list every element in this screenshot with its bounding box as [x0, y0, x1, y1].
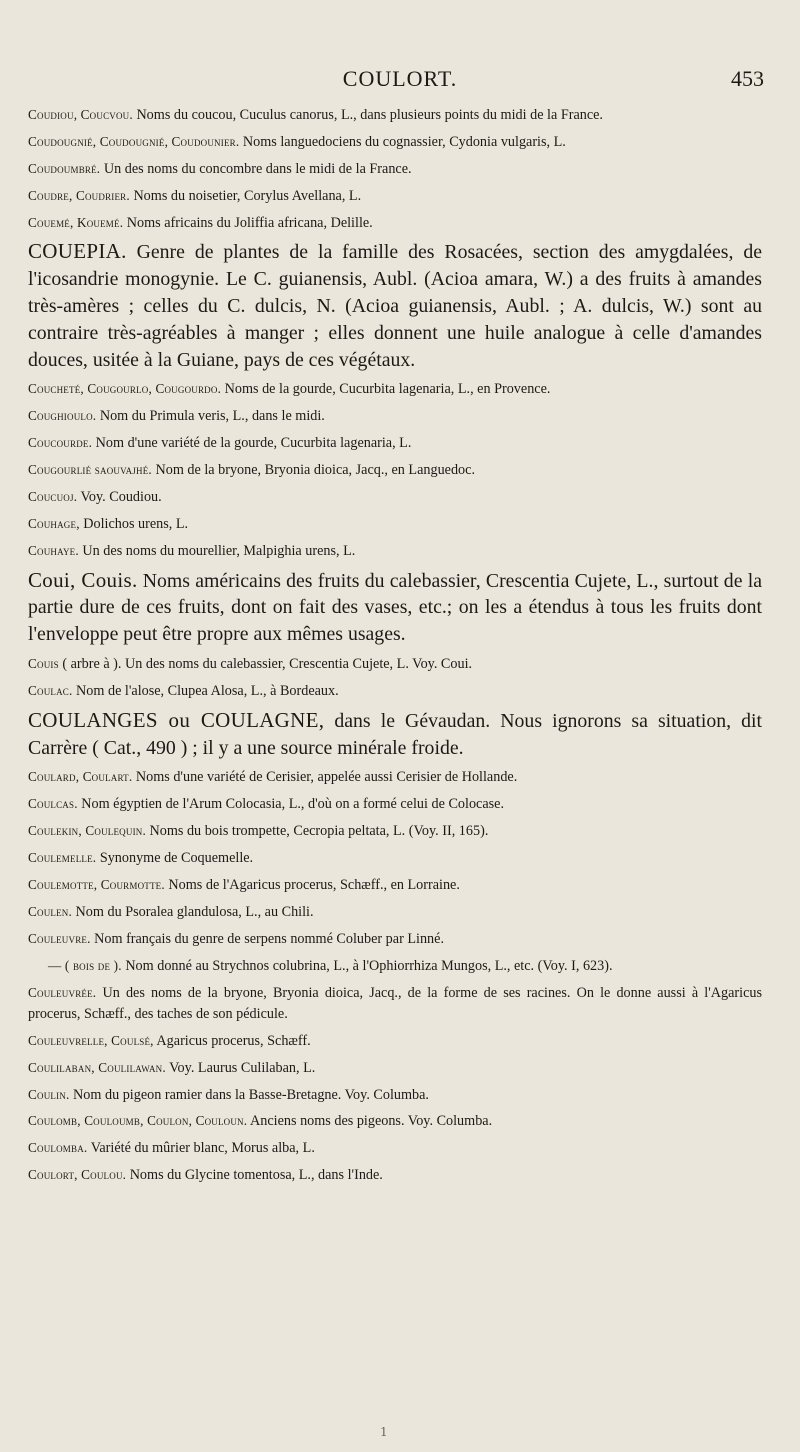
entry-headword: Coucourde.: [28, 435, 93, 451]
entry-headword: — ( bois de ).: [48, 957, 122, 973]
dictionary-entry: [28, 1137, 762, 1159]
entry-headword: Coulort, Coulou.: [28, 1167, 127, 1183]
entry-definition: Nom donné au Strychnos colubrina, L., à l'Ophiorrhiza Mungos, L., etc. (Voy. I, 623).: [121, 957, 613, 974]
entry-headword: Couleuvrelle, Coulsé,: [28, 1032, 154, 1048]
dictionary-entry: [28, 540, 762, 562]
dictionary-entry: [28, 158, 762, 180]
entry-definition: Noms du coucou, Cuculus canorus, L., dans plusieurs points du midi de la France.: [132, 107, 603, 123]
entry-headword: Coulekin, Coulequin.: [28, 823, 146, 839]
dictionary-entry: [28, 874, 762, 896]
entry-definition: ( arbre à ). Un des noms du calebassier, Crescentia Cujete, L. Voy. Coui.: [58, 656, 473, 673]
entry-definition: Nom égyptien de l'Arum Colocasia, L., d'où on a formé celui de Colocase.: [77, 796, 504, 813]
entry-definition: Nom du Psoralea glandulosa, L., au Chili.: [72, 903, 314, 920]
entry-headword: Coudre, Coudrier.: [28, 187, 130, 203]
entry-headword: COULANGES ou COULAGNE,: [28, 707, 325, 732]
dictionary-entry: [28, 1057, 762, 1079]
entry-headword: Coulomba.: [28, 1140, 88, 1156]
entry-headword: Coulilaban, Coulilawan.: [28, 1059, 166, 1075]
entry-definition: Genre de plantes de la famille des Rosacées, section des amygdalées, de l'icosandrie monogynie. Le C. guianensis, Aubl. (Acioa amara, W.) a des fruits à amandes très-amères ; celles du C. dulcis, N. (Acioa guianensis, Aubl. ; A. dulcis, W.) sont au contraire très-agréables à manger ; elles donnent une huile analogue à celle d'amandes douces, usitée à la Guiane, pays de ces végétaux.: [28, 241, 762, 371]
entry-definition: Anciens noms des pigeons. Voy. Columba.: [247, 1113, 493, 1130]
entry-definition: Noms du bois trompette, Cecropia peltata, L. (Voy. II, 165).: [145, 823, 489, 840]
dictionary-entry: [28, 405, 762, 427]
dictionary-entry: [28, 104, 762, 126]
dictionary-entry: [28, 1030, 762, 1052]
entry-definition: Noms d'une variété de Cerisier, appelée aussi Cerisier de Hollande.: [132, 769, 518, 786]
entry-definition: Noms africains du Joliffia africana, Delille.: [123, 214, 373, 231]
entry-headword: Coulomb, Couloumb, Coulon, Couloun.: [28, 1113, 248, 1129]
entry-headword: Coudoumbré.: [28, 160, 101, 176]
dictionary-entry: [28, 432, 762, 454]
entry-headword: Coudiou, Coucvou.: [28, 107, 133, 122]
entry-definition: Variété du mûrier blanc, Morus alba, L.: [87, 1140, 315, 1157]
entry-headword: Coucuoj.: [28, 489, 78, 504]
dictionary-entry: [28, 766, 762, 788]
page-header: [0, 66, 800, 100]
entry-headword: Couhage,: [28, 515, 80, 531]
dictionary-entry: [28, 238, 762, 373]
entry-definition: Noms du Glycine tomentosa, L., dans l'Inde.: [126, 1167, 383, 1184]
entry-definition: Nom français du genre de serpens nommé Coluber par Linné.: [90, 930, 444, 947]
page-number: 453: [731, 66, 764, 91]
dictionary-entry: [28, 847, 762, 869]
dictionary-entry: [28, 1164, 762, 1186]
entry-definition: Nom d'une variété de la gourde, Cucurbita lagenaria, L.: [92, 435, 412, 452]
dictionary-entry: [28, 707, 762, 762]
dictionary-entry: [28, 212, 762, 234]
entry-headword: Coudougnié, Coudougnié, Coudounier.: [28, 133, 240, 149]
dictionary-entry: [28, 1110, 762, 1132]
entry-headword: Coucheté, Cougourlo, Cougourdo.: [28, 381, 222, 397]
entry-definition: Synonyme de Coquemelle.: [96, 850, 254, 867]
dictionary-entry: [28, 513, 762, 535]
entry-headword: Couleuvre.: [28, 930, 91, 946]
dictionary-entries: [28, 104, 762, 1191]
entry-definition: Dolichos urens, L.: [79, 515, 189, 532]
dictionary-entry: [28, 928, 762, 950]
entry-headword: Coulard, Coulart.: [28, 769, 133, 785]
entry-definition: Noms de la gourde, Cucurbita lagenaria, L., en Provence.: [221, 381, 551, 398]
entry-headword: Cougourlié saouvajhé.: [28, 462, 152, 478]
dictionary-entry: [28, 653, 762, 675]
entry-headword: Coulcas.: [28, 796, 78, 812]
entry-headword: Coulac.: [28, 682, 73, 698]
entry-definition: Voy. Laurus Culilaban, L.: [165, 1059, 316, 1076]
dictionary-entry: [28, 793, 762, 815]
entry-headword: Coulemotte, Courmotte.: [28, 877, 165, 892]
entry-definition: Nom de la bryone, Bryonia dioica, Jacq., en Languedoc.: [151, 462, 475, 479]
entry-headword: Couemé, Kouemé.: [28, 214, 124, 230]
entry-headword: Couhaye.: [28, 542, 79, 558]
dictionary-entry: [28, 185, 762, 207]
dictionary-entry: [28, 567, 762, 648]
entry-definition: Noms languedociens du cognassier, Cydonia vulgaris, L.: [239, 133, 566, 150]
entry-definition: Un des noms de la bryone, Bryonia dioica, Jacq., de la forme de ses racines. On le donne aussi à l'Agaricus procerus, Schæff., des taches de son pédicule.: [28, 984, 762, 1022]
entry-headword: Coughioulo.: [28, 408, 97, 424]
entry-definition: Voy. Coudiou.: [77, 489, 162, 505]
entry-headword: Coulen.: [28, 903, 72, 919]
dictionary-entry: [28, 955, 762, 977]
dictionary-entry: [28, 1084, 762, 1106]
entry-headword: Couis: [28, 656, 59, 672]
entry-definition: Noms du noisetier, Corylus Avellana, L.: [129, 187, 362, 204]
entry-definition: dans le Gévaudan. Nous ignorons sa situation, dit Carrère ( Cat., 490 ) ; il y a une source minérale froide.: [28, 709, 762, 759]
dictionary-entry: [28, 486, 762, 508]
entry-headword: Couleuvrée.: [28, 984, 97, 1000]
running-head: COULORT.: [342, 66, 458, 91]
dictionary-entry: [28, 378, 762, 400]
dictionary-entry: [28, 901, 762, 923]
entry-definition: Noms de l'Agaricus procerus, Schæff., en Lorraine.: [164, 877, 460, 893]
dictionary-entry: [28, 982, 762, 1026]
entry-definition: Nom de l'alose, Clupea Alosa, L., à Bordeaux.: [72, 682, 339, 699]
dictionary-entry: [28, 820, 762, 842]
dictionary-entry: [28, 459, 762, 481]
dictionary-entry: [28, 131, 762, 153]
entry-definition: Nom du pigeon ramier dans la Basse-Bretagne. Voy. Columba.: [69, 1086, 429, 1103]
entry-definition: Nom du Primula veris, L., dans le midi.: [96, 408, 325, 425]
entry-headword: COUEPIA.: [28, 239, 127, 264]
entry-headword: Coulemelle.: [28, 850, 97, 866]
entry-headword: Coulin.: [28, 1086, 70, 1102]
entry-headword: Coui, Couis.: [28, 567, 138, 592]
footer-mark: 1: [380, 1425, 388, 1439]
entry-definition: Un des noms du mourellier, Malpighia urens, L.: [78, 542, 356, 559]
entry-definition: Noms américains des fruits du calebassier, Crescentia Cujete, L., surtout de la partie dure de ces fruits, dont on fait des vases, etc.; on les a étendus à tous les fruits dont l'enveloppe peut être propre aux mêmes usages.: [28, 569, 762, 646]
entry-definition: Agaricus procerus, Schæff.: [153, 1032, 311, 1049]
dictionary-entry: [28, 680, 762, 702]
entry-definition: Un des noms du concombre dans le midi de la France.: [100, 160, 412, 177]
